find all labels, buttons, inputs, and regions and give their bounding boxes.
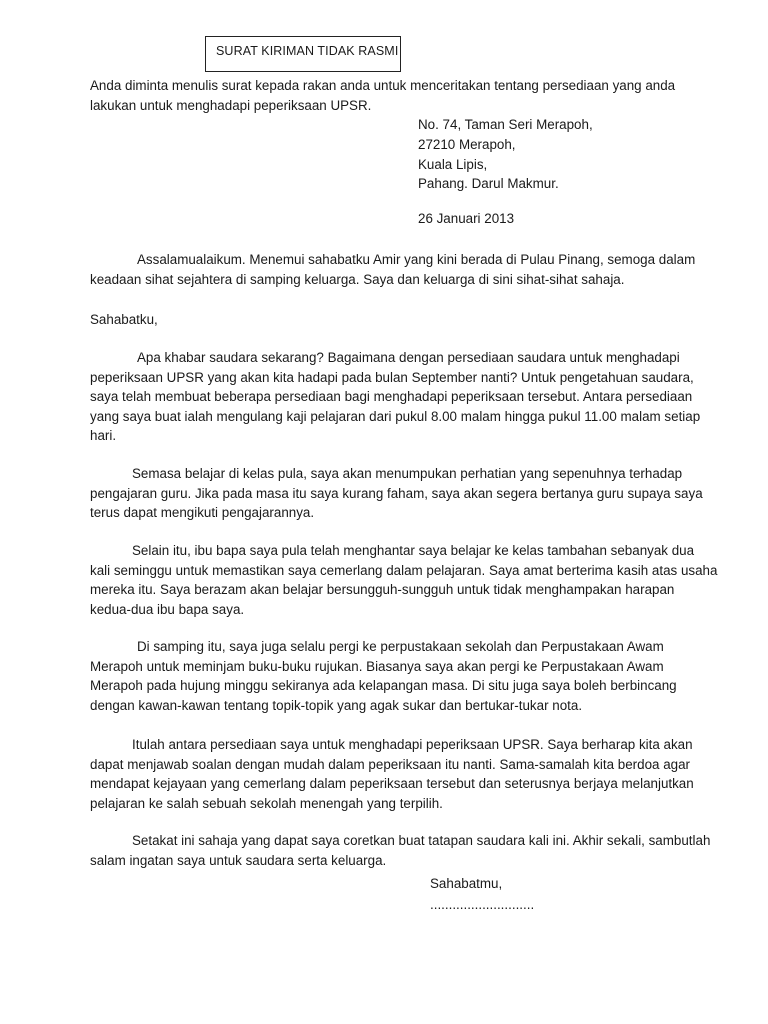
body-paragraph-3 [90, 541, 718, 619]
greeting-line: keadaan sihat sejahtera di samping keluarga. Saya dan keluarga di sini sihat-sihat sahaja. [90, 271, 625, 287]
body-paragraph-6 [90, 831, 711, 870]
signature-line: ............................ [430, 897, 535, 912]
paragraph-line: Selain itu, ibu bapa saya pula telah menghantar saya belajar ke kelas tambahan sebanyak dua [132, 543, 695, 558]
letter-closing [430, 873, 534, 915]
paragraph-line: mendapat kejayaan yang cemerlang dalam peperiksaan tersebut dan seterusnya berjaya melanjutkan [90, 776, 694, 791]
sender-address [418, 115, 593, 194]
paragraph-line: dapat menjawab soalan dengan mudah dalam peperiksaan itu nanti. Sama-samalah kita berdoa agar [90, 756, 690, 772]
paragraph-line: terus dapat mengikuti pengajarannya. [90, 505, 315, 520]
body-paragraph-1 [90, 348, 701, 446]
address-line: Pahang. Darul Makmur. [418, 176, 559, 192]
paragraph-line: hari. [90, 428, 117, 443]
closing-text: Sahabatmu, [430, 876, 503, 891]
paragraph-line: salam ingatan saya untuk saudara serta keluarga. [90, 852, 387, 868]
paragraph-line: Semasa belajar di kelas pula, saya akan menumpukan perhatian yang sepenuhnya terhadap [132, 466, 683, 481]
paragraph-line: dengan kawan-kawan tentang topik-topik yang agak sukar dan bertukar-tukar nota. [90, 697, 583, 713]
paragraph-line: Di samping itu, saya juga selalu pergi ke perpustakaan sekolah dan Perpustakaan Awam [137, 639, 664, 654]
paragraph-line: kedua-dua ibu bapa saya. [90, 601, 245, 617]
instruction-text [90, 76, 690, 115]
instruction-line: lakukan untuk menghadapi peperiksaan UPSR. [90, 97, 372, 113]
address-line: Kuala Lipis, [418, 156, 488, 172]
body-paragraph-2 [90, 464, 703, 523]
body-paragraph-5 [90, 735, 694, 813]
address-line: 27210 Merapoh, [418, 136, 516, 152]
paragraph-line: Merapoh untuk meminjam buku-buku rujukan. Biasanya saya akan pergi ke Perpustakaan Awam [90, 658, 664, 674]
paragraph-line: Merapoh pada hujung minggu sekiranya ada kelapangan masa. Di situ juga saya boleh berbincang [90, 678, 677, 693]
letter-date: 26 Januari 2013 [418, 211, 515, 226]
paragraph-line: Itulah antara persediaan saya untuk menghadapi peperiksaan UPSR. Saya berharap kita akan [132, 737, 693, 752]
instruction-line: Anda diminta menulis surat kepada rakan anda untuk menceritakan tentang persediaan yang anda [90, 78, 676, 93]
address-line: No. 74, Taman Seri Merapoh, [418, 117, 593, 132]
paragraph-line: yang saya buat ialah mengulang kaji pelajaran dari pukul 8.00 malam hingga pukul 11.00 malam setiap [90, 408, 701, 424]
salutation: Sahabatku, [90, 312, 158, 327]
letter-title-box [205, 36, 401, 72]
greeting-paragraph [90, 250, 696, 289]
paragraph-line: saya telah membuat beberapa persediaan bagi menghadapi peperiksaan tersebut. Antara persediaan [90, 389, 693, 404]
paragraph-line: Setakat ini sahaja yang dapat saya coretkan buat tatapan saudara kali ini. Akhir sekali, sambutlah [132, 833, 711, 848]
paragraph-line: Apa khabar saudara sekarang? Bagaimana dengan persediaan saudara untuk menghadapi [137, 350, 680, 365]
paragraph-line: kali seminggu untuk memastikan saya cemerlang dalam pelajaran. Saya amat berterima kasih atas usaha [90, 562, 718, 578]
paragraph-line: pengajaran guru. Jika pada masa itu saya kurang faham, saya akan segera bertanya guru supaya saya [90, 485, 703, 501]
paragraph-line: mereka itu. Saya berazam akan belajar bersungguh-sungguh untuk tidak menghampakan harapan [90, 582, 675, 597]
paragraph-line: pelajaran ke salah sebuah sekolah menengah yang terpilih. [90, 795, 443, 811]
letter-title: SURAT KIRIMAN TIDAK RASMI [216, 44, 399, 58]
paragraph-line: peperiksaan UPSR yang akan kita hadapi pada bulan September nanti? Untuk pengetahuan saudara, [90, 369, 694, 385]
greeting-line: Assalamualaikum. Menemui sahabatku Amir yang kini berada di Pulau Pinang, semoga dalam [137, 252, 696, 267]
body-paragraph-4 [90, 637, 690, 715]
